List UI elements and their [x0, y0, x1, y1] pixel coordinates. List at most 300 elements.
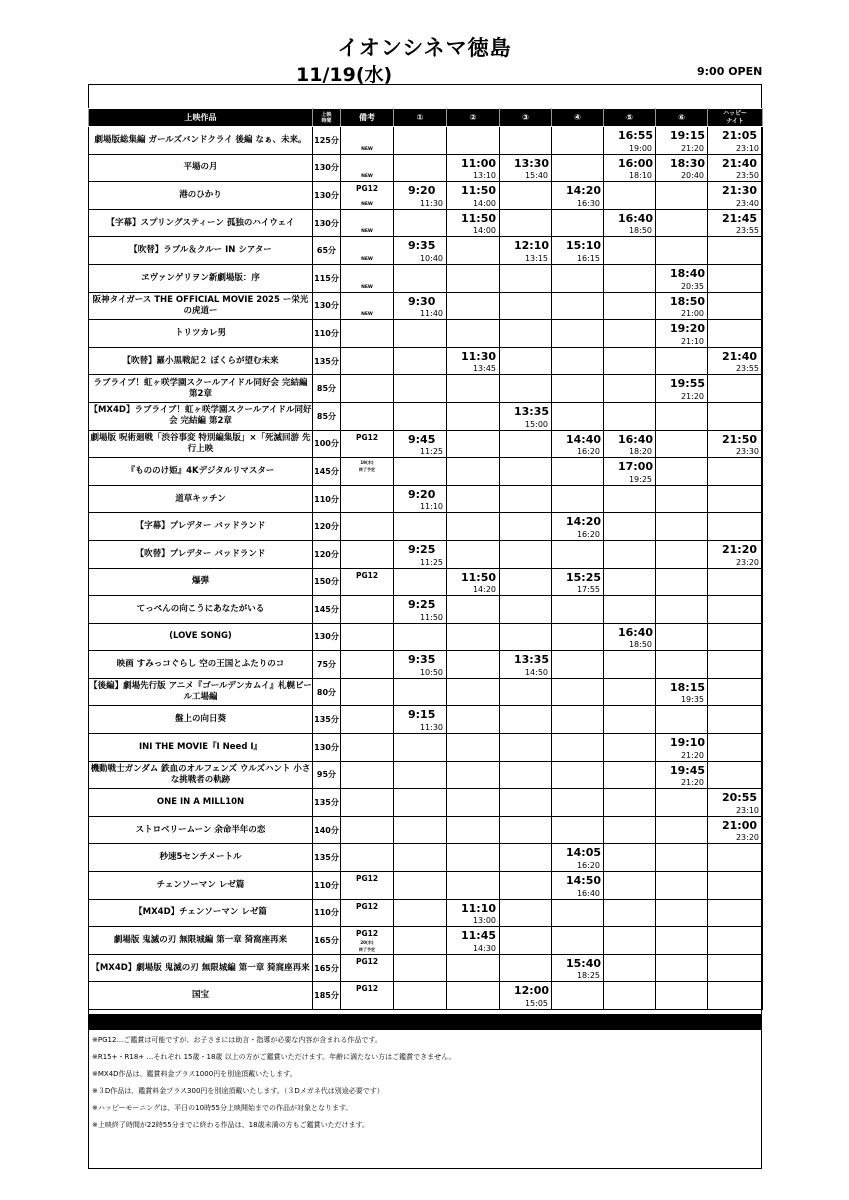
showtime-cell: [552, 789, 604, 817]
start-time: 20:55: [722, 791, 758, 805]
showtime-cell: [604, 568, 656, 596]
runtime: 165分: [313, 927, 341, 955]
end-time: 13:10: [472, 171, 496, 181]
end-time: 23:20: [735, 557, 759, 567]
start-time: 14:40: [566, 432, 602, 446]
table-row: [89, 182, 763, 210]
table-row: [89, 734, 763, 762]
movie-title: 国宝: [89, 982, 313, 1010]
rating-badge: PG12: [355, 901, 379, 911]
showtime-cell: [552, 844, 604, 872]
showtime-cell: [447, 954, 500, 982]
end-time: 23:20: [735, 833, 759, 843]
showtime-cell: [552, 954, 604, 982]
movie-title: 秒速5センチメートル: [89, 844, 313, 872]
showtime-cell: [708, 540, 763, 568]
showtime-cell: [500, 844, 552, 872]
showtime-cell: [500, 458, 552, 486]
notes-cell: [341, 237, 394, 265]
showtime-cell: [708, 209, 763, 237]
showtime-cell: [656, 761, 708, 789]
showtime-cell: [708, 927, 763, 955]
end-time: 16:20: [576, 447, 600, 457]
showtime-cell: [604, 485, 656, 513]
showtime-cell: [552, 513, 604, 541]
start-time: 9:45: [408, 432, 436, 446]
movie-title: ONE IN A MILL10N: [89, 789, 313, 817]
showtime-cell: [447, 899, 500, 927]
showtime-cell: [394, 706, 447, 734]
table-row: [89, 347, 763, 375]
showtime-cell: [394, 347, 447, 375]
showtime-cell: [708, 292, 763, 320]
movie-title: (LOVE SONG): [89, 623, 313, 651]
header-screen-6: ⑥: [656, 109, 708, 127]
movie-title: 【MX4D】劇場版 鬼滅の刃 無限城編 第一章 猗窩座再来: [89, 954, 313, 982]
showtime-cell: [708, 375, 763, 403]
showtime-cell: [394, 292, 447, 320]
notes-cell: [341, 678, 394, 706]
showtime-cell: [552, 127, 604, 155]
showtime-cell: [394, 237, 447, 265]
showtime-cell: [604, 540, 656, 568]
showtime-cell: [394, 402, 447, 430]
header-title: 上映作品: [89, 109, 313, 127]
end-time: 23:40: [735, 198, 759, 208]
showtime-cell: [500, 734, 552, 762]
start-time: 16:55: [618, 129, 654, 142]
movie-title: トリツカレ男: [89, 320, 313, 348]
header-runtime-line1: 上映: [321, 111, 332, 118]
showtime-cell: [604, 678, 656, 706]
note-item: ※MX4D作品は、鑑賞料金プラス1000円を別途頂戴いたします。: [92, 1070, 297, 1078]
showtime-cell: [656, 927, 708, 955]
end-time: 21:20: [680, 750, 704, 760]
showtime-cell: [604, 375, 656, 403]
table-row: [89, 568, 763, 596]
start-time: 12:00: [514, 984, 550, 998]
header-screen-5: ⑤: [604, 109, 656, 127]
showtime-cell: [604, 706, 656, 734]
end-time: 14:00: [472, 198, 496, 208]
runtime: 125分: [313, 127, 341, 155]
end-time: 13:00: [472, 916, 496, 926]
showtime-cell: [708, 678, 763, 706]
end-time: 21:10: [680, 336, 704, 346]
end-time: 13:15: [524, 253, 548, 263]
table-row: [89, 678, 763, 706]
showtime-cell: [500, 347, 552, 375]
showtime-cell: [447, 982, 500, 1010]
end-time: 14:00: [472, 226, 496, 236]
showtime-cell: [604, 899, 656, 927]
end-time: 15:05: [524, 999, 548, 1008]
header-screen-1: ①: [394, 109, 447, 127]
open-time: 9:00 OPEN: [697, 65, 763, 78]
table-header-row: [89, 109, 763, 127]
showtime-cell: [500, 678, 552, 706]
runtime: 120分: [313, 513, 341, 541]
note-item: ※ハッピーモーニングは、平日の10時55分上映開始までの作品が対象となります。: [92, 1104, 353, 1112]
start-time: 18:40: [670, 266, 706, 280]
end-time: 11:25: [419, 447, 443, 457]
end-time: 23:10: [735, 805, 759, 815]
end-time: 16:15: [576, 253, 600, 263]
showtime-cell: [394, 816, 447, 844]
showtime-cell: [604, 789, 656, 817]
end-date-note: 20(木): [360, 940, 374, 946]
notes-cell: [341, 651, 394, 679]
start-time: 19:15: [670, 129, 706, 142]
end-time: 23:55: [735, 226, 759, 236]
end-time: 11:50: [419, 612, 443, 622]
showtime-cell: [447, 816, 500, 844]
showtime-cell: [708, 237, 763, 265]
showtime-cell: [394, 678, 447, 706]
start-time: 11:30: [461, 349, 497, 363]
showtime-cell: [604, 872, 656, 900]
start-time: 9:35: [408, 653, 436, 667]
showtime-cell: [447, 485, 500, 513]
runtime: 110分: [313, 320, 341, 348]
showtime-cell: [708, 485, 763, 513]
runtime: 110分: [313, 899, 341, 927]
showtime-cell: [552, 899, 604, 927]
start-time: 16:40: [618, 211, 654, 225]
start-time: 9:35: [408, 239, 436, 253]
start-time: 11:50: [461, 211, 497, 225]
end-time: 11:10: [419, 502, 443, 512]
movie-title: 【MX4D】チェンソーマン レゼ篇: [89, 899, 313, 927]
showtime-cell: [447, 237, 500, 265]
end-time: 11:40: [419, 309, 443, 319]
end-time: 16:30: [576, 198, 600, 208]
notes-cell: [341, 209, 394, 237]
end-time: 18:50: [628, 226, 652, 236]
header-runtime: [313, 109, 341, 127]
showtime-cell: [656, 154, 708, 182]
showtime-cell: [656, 623, 708, 651]
table-row: [89, 816, 763, 844]
showtime-cell: [552, 816, 604, 844]
showtime-cell: [604, 816, 656, 844]
start-time: 17:00: [618, 460, 654, 474]
showtime-cell: [552, 347, 604, 375]
rating-badge: PG12: [355, 874, 379, 884]
end-time: 13:45: [472, 364, 496, 374]
schedule-table: [88, 108, 763, 1010]
showtime-cell: [500, 927, 552, 955]
movie-title: てっぺんの向こうにあなたがいる: [89, 596, 313, 624]
showtime-cell: [500, 209, 552, 237]
end-time: 20:40: [680, 171, 704, 181]
start-time: 11:45: [461, 929, 497, 943]
runtime: 85分: [313, 375, 341, 403]
showtime-cell: [447, 402, 500, 430]
showtime-cell: [552, 623, 604, 651]
end-time: 21:00: [680, 309, 704, 319]
movie-title: ラブライブ！虹ヶ咲学園スクールアイドル同好会 完結編 第2章: [89, 375, 313, 403]
showtime-cell: [500, 872, 552, 900]
notes-cell: [341, 927, 394, 955]
end-date-note: 終了予定: [359, 947, 375, 953]
end-time: 10:50: [419, 667, 443, 677]
showtime-cell: [656, 485, 708, 513]
movie-title: 劇場版 呪術廻戦「渋谷事変 特別編集版」×「死滅回游 先行上映: [89, 430, 313, 458]
schedule-date: 11/19(水): [296, 64, 393, 86]
showtime-cell: [552, 651, 604, 679]
showtime-cell: [656, 844, 708, 872]
showtime-cell: [447, 375, 500, 403]
movie-title: 劇場版 鬼滅の刃 無限城編 第一章 猗窩座再来: [89, 927, 313, 955]
showtime-cell: [394, 623, 447, 651]
showtime-cell: [394, 430, 447, 458]
showtime-cell: [394, 927, 447, 955]
showtime-cell: [708, 623, 763, 651]
table-row: [89, 761, 763, 789]
start-time: 13:35: [514, 404, 550, 418]
start-time: 21:05: [722, 129, 758, 142]
showtime-cell: [708, 899, 763, 927]
showtime-cell: [500, 706, 552, 734]
start-time: 16:40: [618, 432, 654, 446]
new-badge: NEW: [361, 312, 373, 318]
table-row: [89, 982, 763, 1010]
showtime-cell: [500, 982, 552, 1010]
showtime-cell: [708, 954, 763, 982]
new-badge: NEW: [361, 229, 373, 235]
header-happy-line1: ハッピー: [723, 109, 747, 117]
runtime: 135分: [313, 789, 341, 817]
showtime-cell: [656, 292, 708, 320]
rating-badge: PG12: [355, 184, 379, 194]
table-row: [89, 844, 763, 872]
rating-badge: PG12: [355, 984, 379, 994]
start-time: 19:10: [670, 736, 706, 750]
start-time: 11:00: [461, 156, 497, 170]
showtime-cell: [394, 761, 447, 789]
showtime-cell: [552, 734, 604, 762]
header-screen-2: ②: [447, 109, 500, 127]
movie-title: ストロベリームーン 余命半年の恋: [89, 816, 313, 844]
start-time: 11:10: [461, 901, 497, 915]
showtime-cell: [500, 292, 552, 320]
start-time: 12:10: [514, 239, 550, 253]
runtime: 165分: [313, 954, 341, 982]
showtime-cell: [500, 264, 552, 292]
runtime: 135分: [313, 844, 341, 872]
notes-cell: [341, 458, 394, 486]
showtime-cell: [394, 209, 447, 237]
table-row: [89, 237, 763, 265]
runtime: 130分: [313, 734, 341, 762]
table-row: [89, 209, 763, 237]
start-time: 21:40: [722, 156, 758, 170]
start-time: 19:45: [670, 763, 706, 777]
end-time: 15:40: [524, 171, 548, 181]
notes-cell: [341, 540, 394, 568]
runtime: 100分: [313, 430, 341, 458]
showtime-cell: [708, 651, 763, 679]
showtime-cell: [708, 789, 763, 817]
notes-cell: [341, 706, 394, 734]
table-row: [89, 651, 763, 679]
notes-cell: [341, 154, 394, 182]
end-time: 20:35: [680, 281, 704, 291]
showtime-cell: [604, 844, 656, 872]
table-row: [89, 540, 763, 568]
showtime-cell: [552, 540, 604, 568]
showtime-cell: [447, 320, 500, 348]
notes-cell: [341, 320, 394, 348]
notes-cell: [341, 761, 394, 789]
showtime-cell: [656, 430, 708, 458]
runtime: 145分: [313, 596, 341, 624]
movie-title: INI THE MOVIE『I Need I』: [89, 734, 313, 762]
start-time: 16:40: [618, 625, 654, 639]
showtime-cell: [656, 540, 708, 568]
showtime-cell: [394, 872, 447, 900]
notes-cell: [341, 899, 394, 927]
showtime-cell: [708, 816, 763, 844]
showtime-cell: [656, 734, 708, 762]
movie-title: 【吹替】ラブル＆クルー IN シアター: [89, 237, 313, 265]
table-row: [89, 458, 763, 486]
showtime-cell: [447, 651, 500, 679]
table-row: [89, 264, 763, 292]
showtime-cell: [656, 237, 708, 265]
showtime-cell: [447, 844, 500, 872]
start-time: 21:30: [722, 184, 758, 198]
end-time: 18:20: [628, 447, 652, 457]
showtime-cell: [500, 320, 552, 348]
showtime-cell: [656, 458, 708, 486]
showtime-cell: [552, 872, 604, 900]
showtime-cell: [604, 154, 656, 182]
showtime-cell: [552, 375, 604, 403]
showtime-cell: [604, 430, 656, 458]
showtime-cell: [500, 761, 552, 789]
notes-cell: [341, 844, 394, 872]
new-badge: NEW: [361, 174, 373, 180]
notes-cell: [341, 623, 394, 651]
showtime-cell: [500, 513, 552, 541]
showtime-cell: [500, 623, 552, 651]
showtime-cell: [604, 237, 656, 265]
end-date-note: 19(木): [360, 460, 374, 466]
table-row: [89, 127, 763, 155]
start-time: 18:15: [670, 680, 706, 694]
showtime-cell: [500, 651, 552, 679]
start-time: 15:25: [566, 570, 602, 584]
showtime-cell: [656, 182, 708, 210]
showtime-cell: [604, 347, 656, 375]
runtime: 75分: [313, 651, 341, 679]
showtime-cell: [447, 706, 500, 734]
showtime-cell: [447, 540, 500, 568]
showtime-cell: [656, 954, 708, 982]
showtime-cell: [604, 402, 656, 430]
notes-cell: [341, 513, 394, 541]
table-row: [89, 706, 763, 734]
showtime-cell: [708, 568, 763, 596]
showtime-cell: [552, 182, 604, 210]
new-badge: NEW: [361, 146, 373, 152]
end-time: 21:20: [680, 391, 704, 401]
start-time: 14:20: [566, 515, 602, 529]
rating-badge: PG12: [355, 570, 379, 580]
showtime-cell: [447, 127, 500, 155]
showtime-cell: [604, 761, 656, 789]
movie-title: 【吹替】羅小黒戦記２ ぼくらが望む未来: [89, 347, 313, 375]
table-row: [89, 596, 763, 624]
table-row: [89, 402, 763, 430]
showtime-cell: [708, 182, 763, 210]
end-time: 21:20: [680, 778, 704, 788]
notes-list: [92, 1035, 752, 1137]
runtime: 110分: [313, 485, 341, 513]
showtime-cell: [656, 872, 708, 900]
notes-cell: [341, 982, 394, 1010]
start-time: 18:30: [670, 156, 706, 170]
end-time: 16:20: [576, 861, 600, 871]
end-time: 14:20: [472, 585, 496, 595]
end-time: 15:00: [524, 419, 548, 429]
cinema-title: イオンシネマ徳島: [337, 36, 512, 60]
end-time: 11:30: [419, 723, 443, 733]
showtime-cell: [394, 154, 447, 182]
notes-cell: [341, 347, 394, 375]
showtime-cell: [447, 789, 500, 817]
showtime-cell: [708, 402, 763, 430]
showtime-cell: [394, 596, 447, 624]
movie-title: 『もののけ姫』4Kデジタルリマスター: [89, 458, 313, 486]
movie-title: ヱヴァンゲリヲン新劇場版：序: [89, 264, 313, 292]
start-time: 19:55: [670, 377, 706, 391]
showtime-cell: [394, 568, 447, 596]
showtime-cell: [552, 237, 604, 265]
showtime-cell: [552, 596, 604, 624]
note-item: ※上映終了時間が22時55分までに終わる作品は、18歳未満の方もご鑑賞いただけます。: [92, 1121, 370, 1129]
showtime-cell: [500, 402, 552, 430]
table-row: [89, 292, 763, 320]
showtime-cell: [656, 982, 708, 1010]
start-time: 14:20: [566, 184, 602, 198]
movie-title: 映画 すみっコぐらし 空の王国とふたりのコ: [89, 651, 313, 679]
showtime-cell: [394, 734, 447, 762]
showtime-cell: [656, 347, 708, 375]
showtime-cell: [604, 927, 656, 955]
runtime: 140分: [313, 816, 341, 844]
rating-badge: PG12: [355, 956, 379, 966]
notes-cell: [341, 402, 394, 430]
showtime-cell: [394, 375, 447, 403]
showtime-cell: [447, 734, 500, 762]
runtime: 185分: [313, 982, 341, 1010]
notes-cell: [341, 596, 394, 624]
showtime-cell: [708, 872, 763, 900]
showtime-cell: [708, 761, 763, 789]
showtime-cell: [447, 430, 500, 458]
showtime-cell: [552, 209, 604, 237]
showtime-cell: [656, 513, 708, 541]
note-item: ※３D作品は、鑑賞料金プラス300円を別途頂戴いたします。（３Dメガネ代は別途必要です）: [92, 1087, 384, 1095]
showtime-cell: [500, 954, 552, 982]
table-row: [89, 154, 763, 182]
showtime-cell: [447, 154, 500, 182]
runtime: 130分: [313, 292, 341, 320]
movie-title: 【後編】劇場先行版 アニメ『ゴールデンカムイ』札幌ビール工場編: [89, 678, 313, 706]
